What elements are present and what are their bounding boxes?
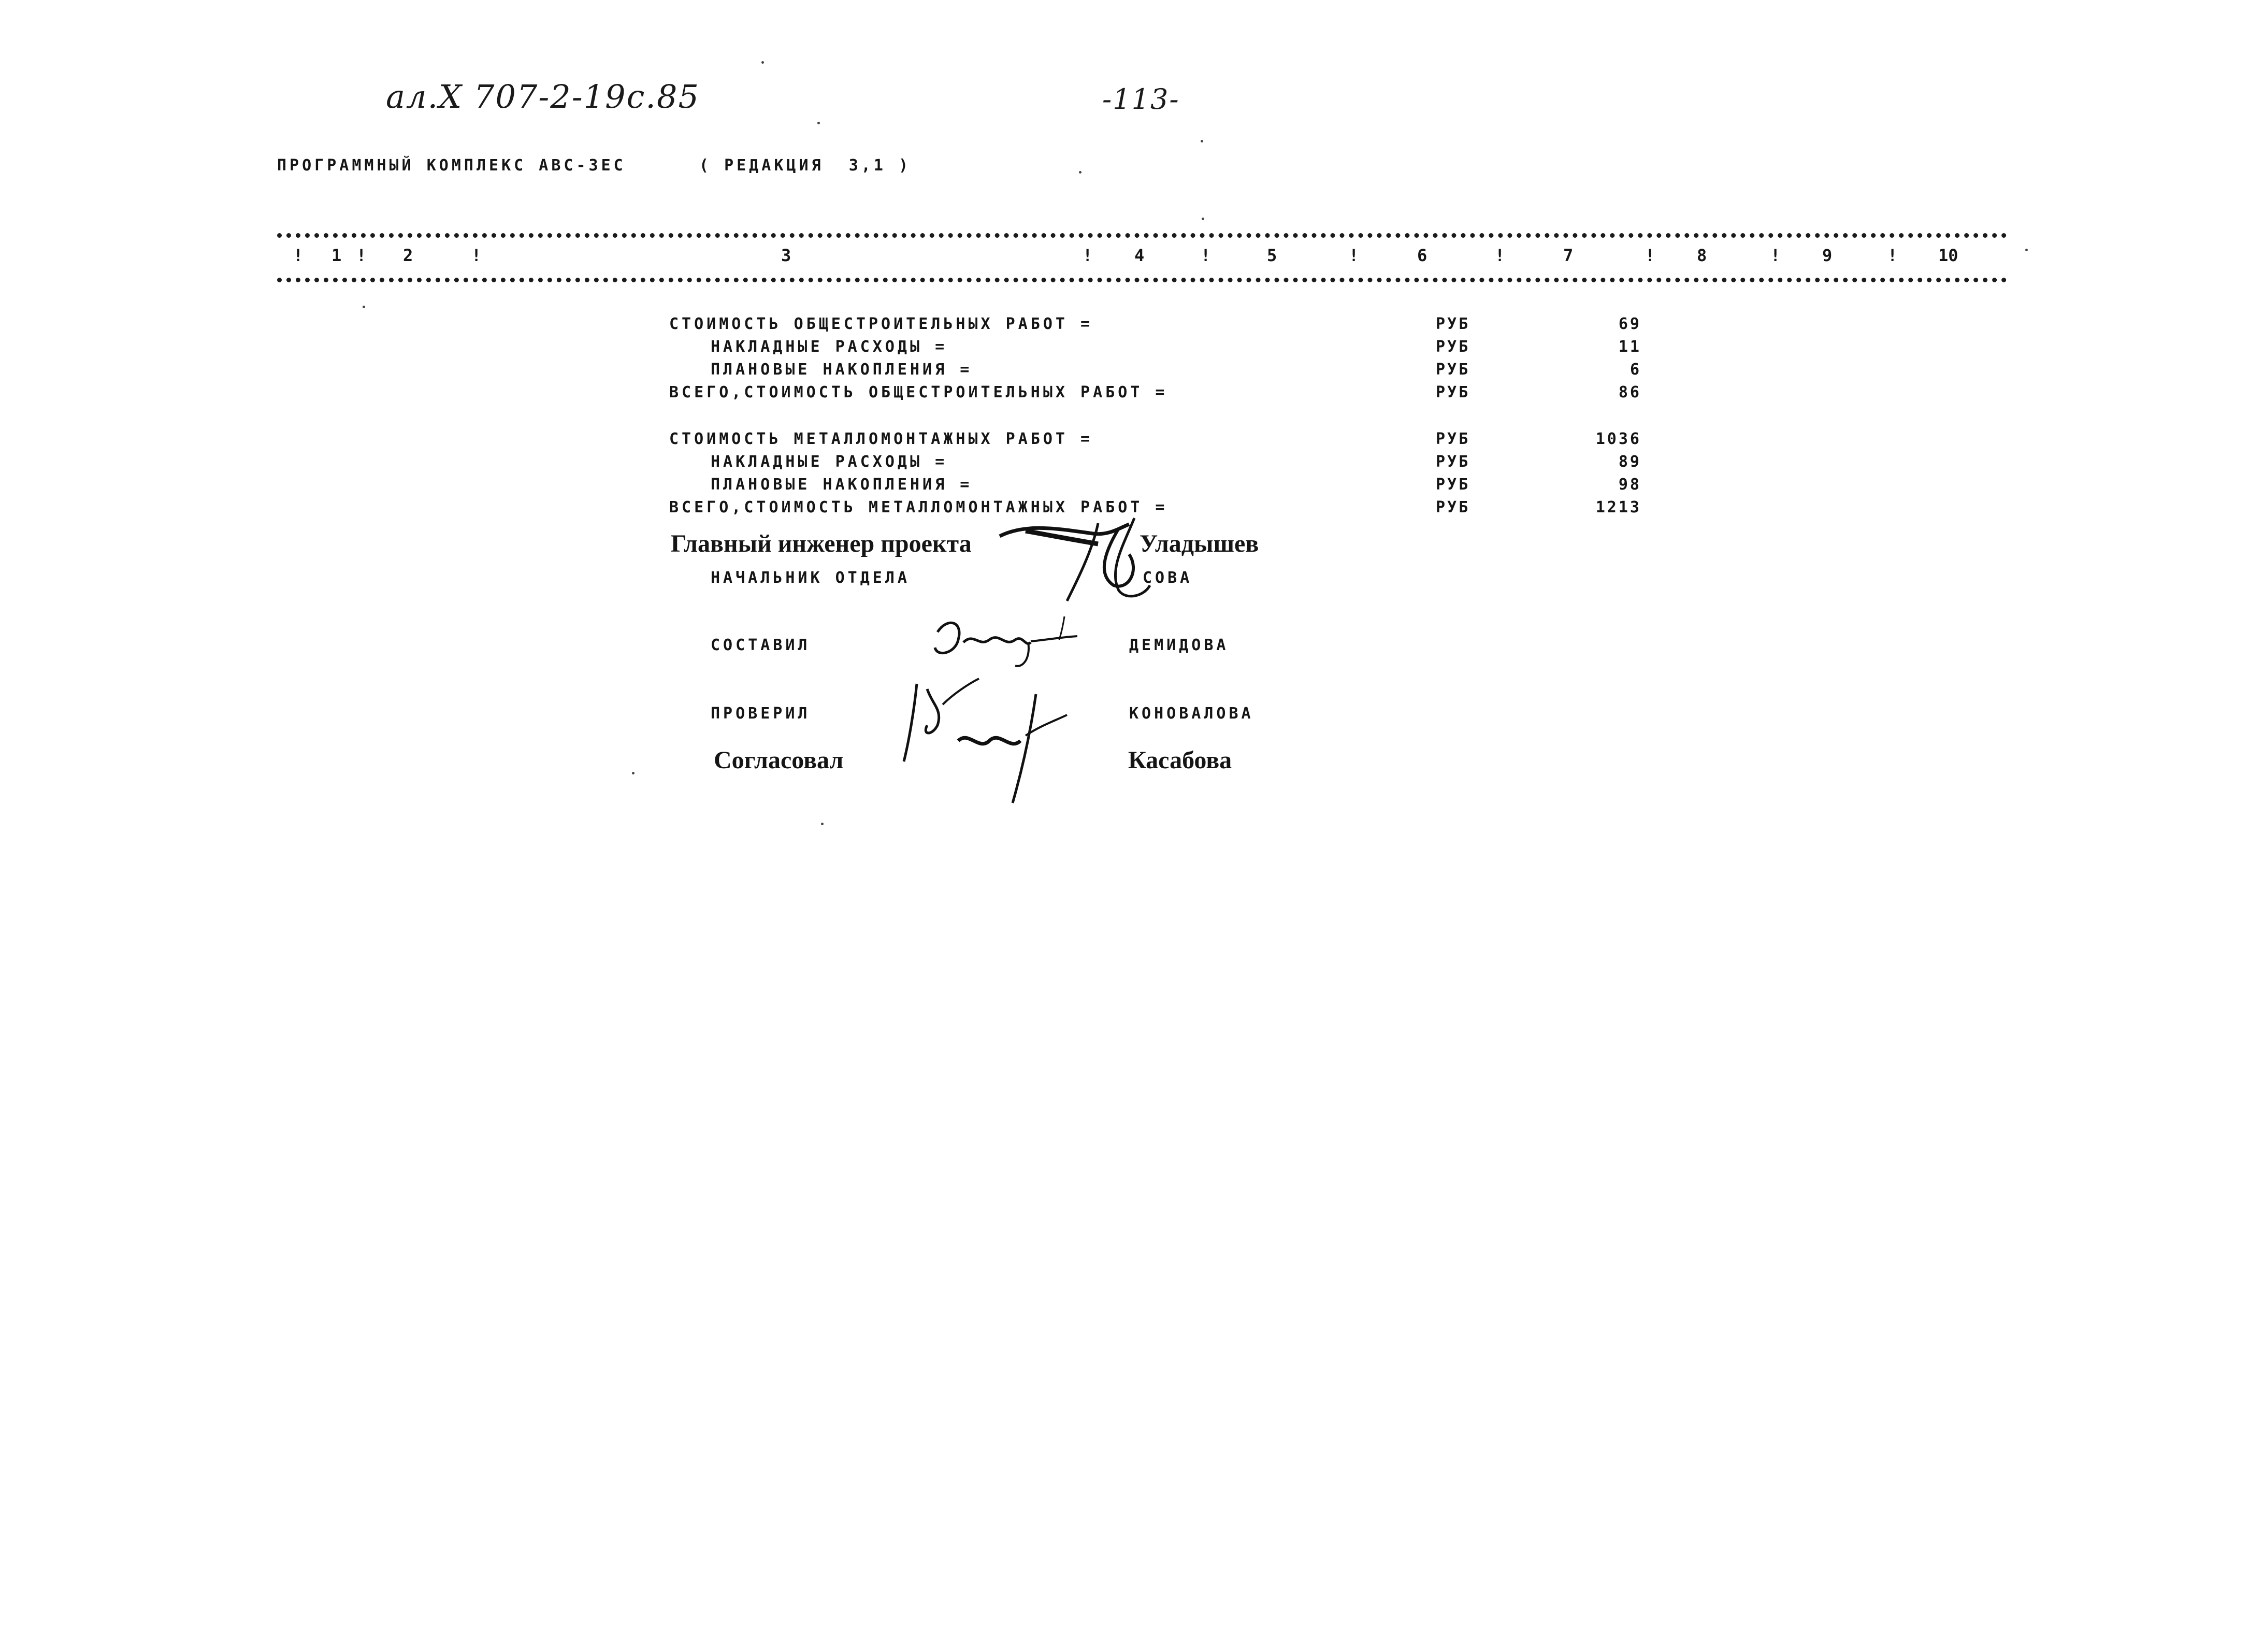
program-line: ПРОГРАММНЫЙ КОМПЛЕКС АВС-3ЕС: [277, 156, 626, 175]
cost-row-label: НАКЛАДНЫЕ РАСХОДЫ =: [711, 453, 948, 471]
column-separator: !: [471, 246, 482, 265]
signature-role-chief-engineer: Главный инженер проекта: [671, 530, 972, 557]
handwritten-signature-checked: [901, 673, 1077, 808]
handwritten-signature-compiled: [927, 611, 1083, 673]
table-top-rule: [277, 233, 2007, 238]
column-header-9: 9: [1822, 246, 1833, 265]
column-header-6: 6: [1417, 246, 1427, 265]
cost-row-label: ПЛАНОВЫЕ НАКОПЛЕНИЯ =: [711, 476, 973, 494]
column-header-10: 10: [1938, 246, 1958, 265]
scan-speck: [363, 306, 365, 308]
scan-speck: [761, 61, 764, 64]
scan-speck: [817, 122, 820, 124]
cost-row-value: 89: [1618, 453, 1641, 471]
signature-name-compiled: ДЕМИДОВА: [1129, 636, 1229, 654]
cost-row-unit: РУБ: [1436, 453, 1470, 471]
cost-row-label: ВСЕГО,СТОИМОСТЬ ОБЩЕСТРОИТЕЛЬНЫХ РАБОТ =: [669, 383, 1168, 401]
cost-row-label: СТОИМОСТЬ МЕТАЛЛОМОНТАЖНЫХ РАБОТ =: [669, 430, 1093, 448]
cost-row-value: 98: [1618, 476, 1641, 494]
signature-role-checked: ПРОВЕРИЛ: [711, 705, 811, 723]
cost-row-unit: РУБ: [1436, 430, 1470, 448]
column-header-4: 4: [1134, 246, 1145, 265]
cost-row-value: 69: [1618, 315, 1641, 333]
cost-row-value: 6: [1629, 361, 1641, 379]
column-separator: !: [1201, 246, 1211, 265]
column-separator: !: [1770, 246, 1781, 265]
signature-role-agreed: Согласовал: [714, 746, 844, 774]
cost-row-unit: РУБ: [1436, 338, 1470, 356]
column-separator: !: [356, 246, 367, 265]
cost-row-label: НАКЛАДНЫЕ РАСХОДЫ =: [711, 338, 948, 356]
signature-name-checked: КОНОВАЛОВА: [1129, 705, 1254, 723]
cost-row-unit: РУБ: [1436, 498, 1470, 516]
column-header-7: 7: [1563, 246, 1574, 265]
cost-row-unit: РУБ: [1436, 315, 1470, 333]
column-separator: !: [1887, 246, 1898, 265]
column-header-5: 5: [1267, 246, 1277, 265]
signature-name-agreed: Касабова: [1128, 746, 1232, 774]
column-separator: !: [1495, 246, 1505, 265]
signature-role-compiled: СОСТАВИЛ: [711, 636, 811, 654]
column-header-8: 8: [1697, 246, 1707, 265]
cost-row-label: СТОИМОСТЬ ОБЩЕСТРОИТЕЛЬНЫХ РАБОТ =: [669, 315, 1093, 333]
cost-row-unit: РУБ: [1436, 383, 1470, 401]
column-separator: !: [1349, 246, 1359, 265]
cost-row-value: 1213: [1595, 498, 1641, 516]
column-separator: !: [1645, 246, 1655, 265]
scan-speck: [632, 772, 635, 774]
handwritten-signature-chief-engineer: [994, 513, 1181, 611]
scan-speck: [2025, 249, 2028, 251]
cost-row-label: ВСЕГО,СТОИМОСТЬ МЕТАЛЛОМОНТАЖНЫХ РАБОТ =: [669, 498, 1168, 516]
signature-name-chief-engineer: Уладышев: [1140, 530, 1259, 557]
column-separator: !: [293, 246, 304, 265]
scan-speck: [1079, 171, 1081, 174]
cost-row-unit: РУБ: [1436, 476, 1470, 494]
edition-label: ( РЕДАКЦИЯ 3,1 ): [699, 156, 912, 175]
cost-row-value: 86: [1618, 383, 1641, 401]
cost-row-value: 11: [1618, 338, 1641, 356]
scan-speck: [821, 823, 824, 825]
signature-role-department-head: НАЧАЛЬНИК ОТДЕЛА: [711, 569, 910, 587]
album-reference: ал.Ⅹ 707-2-19с.85: [386, 78, 700, 116]
cost-row-unit: РУБ: [1436, 361, 1470, 379]
column-header-1: 1: [331, 246, 342, 265]
column-header-3: 3: [781, 246, 791, 265]
signature-name-department-head: СОВА: [1143, 569, 1193, 587]
column-header-2: 2: [403, 246, 413, 265]
page-number: -113-: [1102, 83, 1180, 116]
cost-row-label: ПЛАНОВЫЕ НАКОПЛЕНИЯ =: [711, 361, 973, 379]
table-bottom-rule: [277, 278, 2007, 282]
cost-row-value: 1036: [1595, 430, 1641, 448]
scan-speck: [1201, 140, 1203, 142]
scan-speck: [1202, 218, 1204, 220]
column-separator: !: [1083, 246, 1093, 265]
